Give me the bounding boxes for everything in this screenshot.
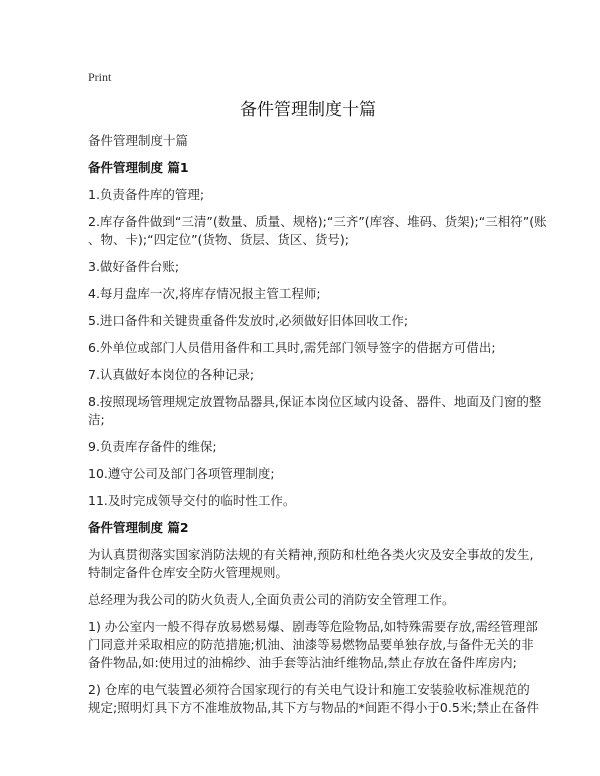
paragraph-line: 7.认真做好本岗位的各种记录; <box>88 367 255 382</box>
paragraph <box>88 465 528 483</box>
paragraph <box>88 285 528 303</box>
paragraph <box>88 213 547 249</box>
section-heading: 备件管理制度 篇2 <box>88 520 189 535</box>
paragraph <box>88 618 538 672</box>
paragraph-line: 2.库存备件做到“三清”(数量、质量、规格);“三齐”(库容、堆码、货架);“三相符”(账 <box>88 214 547 229</box>
paragraph-line: 、物、卡);“四定位”(货物、货层、货区、货号); <box>88 232 350 247</box>
paragraph-line: 特制定备件仓库安全防火管理规则。 <box>88 565 289 580</box>
paragraph <box>88 186 528 204</box>
document-page <box>88 70 547 726</box>
paragraph-line: 5.进口备件和关键贵重备件发放时,必须做好旧体回收工作; <box>88 313 409 328</box>
document-body <box>88 159 547 717</box>
paragraph-line: 3.做好备件台账; <box>88 259 180 274</box>
paragraph <box>88 393 542 429</box>
paragraph-line: 1.负责备件库的管理; <box>88 187 205 202</box>
paragraph-line: 10.遵守公司及部门各项管理制度; <box>88 466 275 481</box>
paragraph-line: 9.负责库存备件的维保; <box>88 439 217 454</box>
paragraph-line: 备件物品,如:使用过的油棉纱、油手套等沾油纤维物品,禁止存放在备件库房内; <box>88 655 517 670</box>
paragraph <box>88 591 528 609</box>
paragraph-line: 2) 仓库的电气装置必须符合国家现行的有关电气设计和施工安装验收标准规范的 <box>88 682 530 697</box>
document-title: 备件管理制度十篇 <box>240 100 376 120</box>
paragraph <box>88 366 528 384</box>
paragraph <box>88 339 528 357</box>
paragraph-line: 洁; <box>88 412 105 427</box>
document-subtitle: 备件管理制度十篇 <box>88 133 189 148</box>
paragraph-line: 4.每月盘库一次,将库存情况报主管工程师; <box>88 286 321 301</box>
paragraph-line: 为认真贯彻落实国家消防法规的有关精神,预防和杜绝各类火灾及安全事故的发生, <box>88 547 534 562</box>
paragraph <box>88 438 528 456</box>
print-link[interactable]: Print <box>88 70 112 84</box>
paragraph <box>88 546 534 582</box>
paragraph-line: 6.外单位或部门人员借用备件和工具时,需凭部门领导签字的借据方可借出; <box>88 340 496 355</box>
paragraph-line: 门同意并采取相应的防范措施;机油、油漆等易燃物品要单独存放,与备件无关的非 <box>88 637 534 652</box>
paragraph <box>88 681 540 717</box>
paragraph <box>88 492 528 510</box>
section-heading: 备件管理制度 篇1 <box>88 160 189 175</box>
paragraph-line: 1) 办公室内一般不得存放易燃易爆、剧毒等危险物品,如特殊需要存放,需经管理部 <box>88 619 538 634</box>
paragraph-line: 8.按照现场管理规定放置物品器具,保证本岗位区域内设备、器件、地面及门窗的整 <box>88 394 542 409</box>
paragraph-line: 规定;照明灯具下方不准堆放物品,其下方与物品的*间距不得小于0.5米;禁止在备件 <box>88 700 540 715</box>
paragraph <box>88 312 528 330</box>
paragraph-line: 总经理为我公司的防火负责人,全面负责公司的消防安全管理工作。 <box>88 592 455 607</box>
paragraph-line: 11.及时完成领导交付的临时性工作。 <box>88 493 296 508</box>
paragraph <box>88 258 528 276</box>
